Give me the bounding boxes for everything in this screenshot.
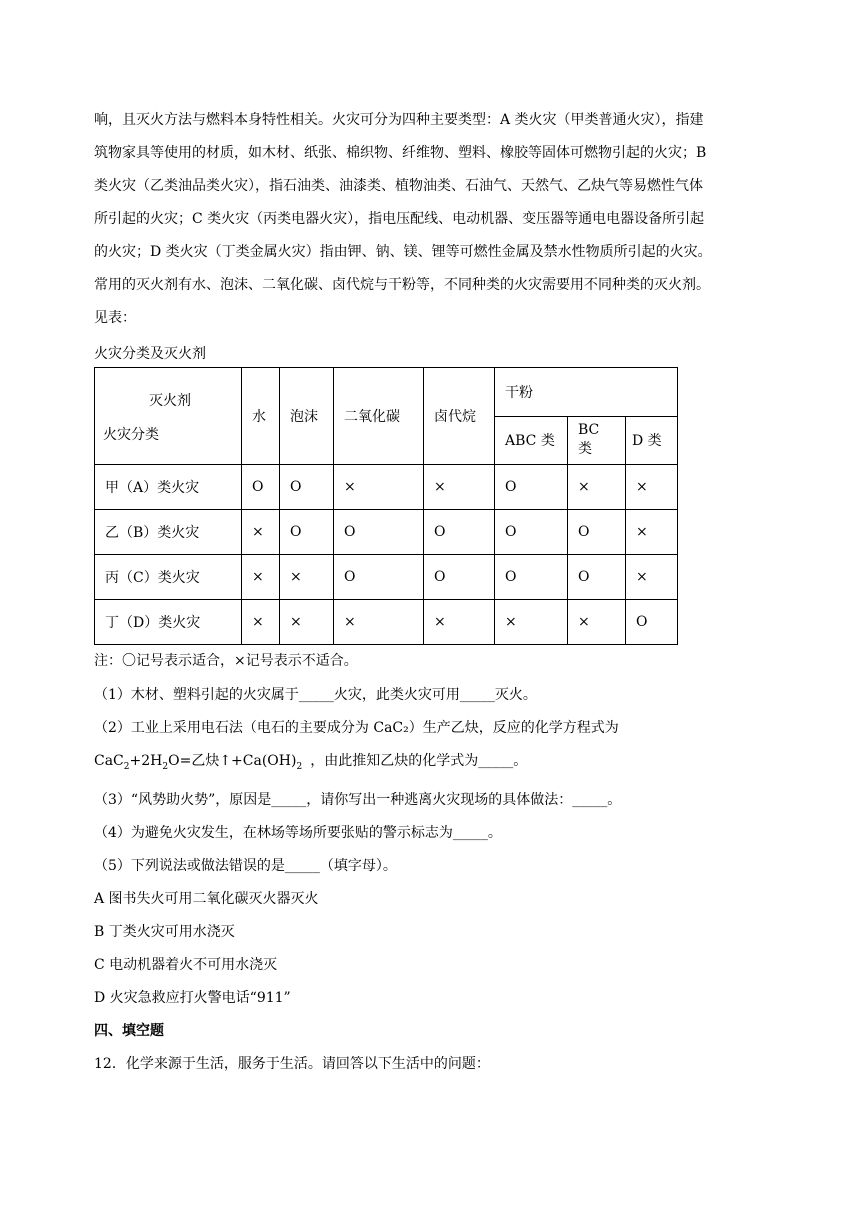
intro-line: 筑物家具等使用的材质，如木材、纸张、棉织物、纤维物、塑料、橡胶等固体可燃物引起的火灾；B bbox=[94, 145, 707, 161]
table-cell: × bbox=[424, 465, 495, 510]
question-12: 12．化学来源于生活，服务于生活。请回答以下生活中的问题： bbox=[94, 1055, 490, 1072]
table-row bbox=[95, 510, 678, 555]
table-cell: × bbox=[424, 600, 495, 645]
option-d: D 火灾急救应打火警电话“911” bbox=[94, 989, 291, 1006]
option-c: C 电动机器着火不可用水浇灭 bbox=[94, 956, 278, 973]
dry-powder-header: 干粉 bbox=[495, 368, 678, 417]
table-cell: × bbox=[242, 510, 280, 555]
formula-sub: 2 bbox=[296, 761, 303, 772]
table-cell: O bbox=[334, 510, 424, 555]
table-row bbox=[95, 555, 678, 600]
column-header: 卤代烷 bbox=[424, 368, 495, 465]
option-a: A 图书失火可用二氧化碳灭火器灭火 bbox=[94, 890, 319, 907]
question-3: （3）“风势助火势”，原因是_____，请你写出一种逃离火灾现场的具体做法：_____。 bbox=[94, 791, 622, 808]
formula-cac: CaC bbox=[94, 753, 124, 769]
row-label: 丁（D）类火灾 bbox=[95, 600, 242, 645]
table-cell: × bbox=[568, 465, 626, 510]
intro-line: 常用的灭火剂有水、泡沫、二氧化碳、卤代烷与干粉等，不同种类的火灾需要用不同种类的灭火剂。 bbox=[94, 277, 710, 293]
table-cell: × bbox=[280, 600, 334, 645]
corner-bottom-label: 火灾分类 bbox=[103, 427, 159, 443]
row-label: 丙（C）类火灾 bbox=[95, 555, 242, 600]
question-1: （1）木材、塑料引起的火灾属于_____火灾，此类火灾可用_____灭火。 bbox=[94, 687, 537, 703]
table-cell: O bbox=[424, 555, 495, 600]
intro-line: 的火灾；D 类火灾（丁类金属火灾）指由钾、钠、镁、锂等可燃性金属及禁水性物质所引起的火灾。 bbox=[94, 244, 712, 260]
table-cell: × bbox=[334, 465, 424, 510]
column-header: 二氧化碳 bbox=[334, 368, 424, 465]
row-label: 乙（B）类火灾 bbox=[95, 510, 242, 555]
table-row bbox=[95, 600, 678, 645]
formula-oh: (OH) bbox=[261, 753, 297, 769]
table-corner-cell bbox=[95, 368, 242, 465]
intro-paragraph bbox=[94, 104, 774, 335]
formula-mid: O=乙炔↑+Ca bbox=[168, 753, 262, 769]
table-cell: × bbox=[626, 465, 678, 510]
document-page bbox=[94, 104, 774, 1074]
column-header: 水 bbox=[242, 368, 280, 465]
table-cell: O bbox=[334, 555, 424, 600]
corner-top-label: 灭火剂 bbox=[149, 393, 191, 409]
table-cell: O bbox=[568, 555, 626, 600]
column-header: 泡沫 bbox=[280, 368, 334, 465]
table-cell: × bbox=[280, 555, 334, 600]
table-cell: × bbox=[495, 600, 568, 645]
table-note: 注：〇记号表示适合，×记号表示不适合。 bbox=[94, 653, 358, 669]
intro-line: 类火灾（乙类油品类火灾），指石油类、油漆类、植物油类、石油气、天然气、乙炔气等易燃性气体 bbox=[94, 178, 703, 194]
intro-line: 所引起的火灾；C 类火灾（丙类电器火灾），指电压配线、电动机器、变压器等通电电器设备所引起 bbox=[94, 211, 705, 227]
table-cell: O bbox=[495, 510, 568, 555]
row-label: 甲（A）类火灾 bbox=[95, 465, 242, 510]
table-cell: × bbox=[626, 510, 678, 555]
option-b: B 丁类火灾可用水浇灭 bbox=[94, 923, 235, 940]
formula-sub: 2 bbox=[162, 761, 169, 772]
table-cell: × bbox=[242, 555, 280, 600]
table-cell: × bbox=[242, 600, 280, 645]
fire-extinguisher-table bbox=[94, 367, 678, 645]
formula-sub: 2 bbox=[123, 761, 130, 772]
table-cell: O bbox=[280, 510, 334, 555]
question-5: （5）下列说法或做法错误的是_____（填字母）。 bbox=[94, 857, 397, 874]
table-row bbox=[95, 465, 678, 510]
section-title: 四、填空题 bbox=[94, 1022, 164, 1039]
intro-line: 响，且灭火方法与燃料本身特性相关。火灾可分为四种主要类型：A 类火灾（甲类普通火灾），指建 bbox=[94, 112, 704, 128]
table-cell: O bbox=[495, 465, 568, 510]
dry-powder-subheader: BC 类 bbox=[568, 416, 626, 465]
table-cell: × bbox=[626, 555, 678, 600]
table-cell: O bbox=[495, 555, 568, 600]
question-2: （2）工业上采用电石法（电石的主要成分为 CaC₂）生产乙炔，反应的化学方程式为 bbox=[94, 720, 619, 736]
intro-line: 见表： bbox=[94, 310, 136, 326]
formula-tail: ，由此推知乙炔的化学式为_____。 bbox=[310, 753, 528, 769]
table-cell: × bbox=[568, 600, 626, 645]
table-cell: O bbox=[424, 510, 495, 555]
table-cell: O bbox=[242, 465, 280, 510]
table-cell: O bbox=[626, 600, 678, 645]
question-2-formula bbox=[94, 751, 774, 777]
table-caption: 火灾分类及灭火剂 bbox=[94, 346, 206, 362]
formula-h: +2H bbox=[129, 753, 163, 769]
dry-powder-subheader: ABC 类 bbox=[495, 416, 568, 465]
table-cell: × bbox=[334, 600, 424, 645]
table-cell: O bbox=[568, 510, 626, 555]
dry-powder-subheader: D 类 bbox=[626, 416, 678, 465]
table-cell: O bbox=[280, 465, 334, 510]
question-4: （4）为避免火灾发生，在林场等场所要张贴的警示标志为_____。 bbox=[94, 824, 502, 841]
